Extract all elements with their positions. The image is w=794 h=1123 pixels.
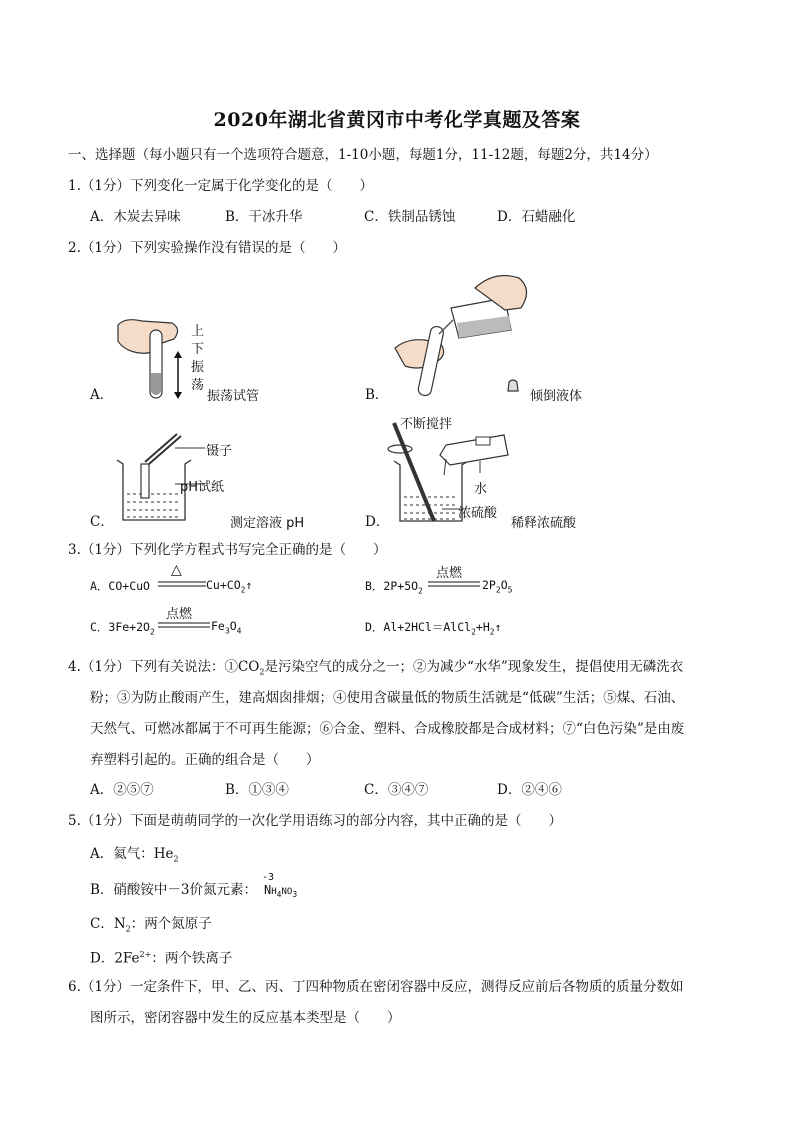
q2-d-water-label: 水: [474, 482, 488, 497]
q2-c-tweezers-label: 镊子: [206, 444, 233, 459]
q4-option-d: D．②④⑥: [497, 782, 562, 798]
q2-option-b-letter: B．: [365, 387, 389, 403]
q3-c-condition: 点燃: [166, 607, 193, 622]
q2-b-caption: 倾倒液体: [530, 389, 583, 404]
q5-b-formula: $NH_4NO_3$: [264, 883, 298, 899]
q4-line-2: 粉；③为防止酸雨产生，建高烟囱排烟；④使用含碳量低的物质生活就是“低碳”生活；⑤煤、石油、: [90, 690, 685, 706]
up-down-arrow-icon: [172, 350, 184, 400]
q5-b-valence: -3: [262, 872, 275, 883]
q3-option-a-left: A．CO+CuO: [90, 579, 150, 593]
q2-option-c-letter: C．: [90, 514, 114, 530]
q4-option-a: A．②⑤⑦: [90, 782, 154, 798]
q3-option-a-right: $Cu+CO_2↑$: [206, 578, 253, 595]
q1-option-b: B．干冰升华: [225, 209, 303, 225]
q2-stem: 2.（1分）下列实验操作没有错误的是（ ）: [68, 240, 346, 256]
q2-option-a-letter: A．: [90, 387, 114, 403]
q5-option-a: A．氦气：$He_2$: [90, 846, 179, 864]
q1-option-d: D．石蜡融化: [497, 209, 576, 225]
q2-d-acid-label: 浓硫酸: [458, 506, 498, 521]
q1-option-c: C．铁制品锈蚀: [364, 209, 456, 225]
q2-c-caption: 测定溶液 pH: [230, 516, 305, 531]
q2-a-side-label: 上 下 振 荡: [191, 324, 205, 393]
q3-option-b-right: $2P_2O_5$: [482, 578, 513, 595]
q6-line-2: 图所示，密闭容器中发生的反应基本类型是（ ）: [90, 1010, 401, 1026]
q3-option-c-left: C．$3Fe+2O_2$: [90, 620, 155, 637]
q4-line-4: 弃塑料引起的。正确的组合是（ ）: [90, 752, 320, 768]
q3-b-condition: 点燃: [436, 566, 463, 581]
section-heading: 一、选择题（每小题只有一个选项符合题意，1-10小题，每题1分，11-12题，每题2分，共14分）: [68, 147, 658, 163]
q3-b-equals: [428, 580, 480, 588]
q5-option-c: C．$N_2$：两个氮原子: [90, 916, 212, 934]
q1-option-a: A．木炭去异味: [90, 209, 181, 225]
q6-line-1: 6.（1分）一定条件下，甲、乙、丙、丁四种物质在密闭容器中反应，测得反应前后各物质的质量分数如: [68, 979, 684, 995]
q3-option-d: D．$Al+2HCl=AlCl_2+H_2↑$: [365, 620, 502, 637]
q5-option-d: D．$2Fe^{2+}$：两个铁离子: [90, 950, 233, 967]
q5-option-b: B．硝酸铵中－3价氮元素：: [90, 882, 258, 898]
q2-d-caption: 稀释浓硫酸: [511, 516, 577, 531]
q3-a-condition: △: [171, 562, 182, 578]
q3-a-equals: [158, 580, 206, 588]
q2-option-d-letter: D．: [365, 514, 390, 530]
q4-option-c: C．③④⑦: [364, 782, 429, 798]
q4-line-1: 4.（1分）下列有关说法：$①CO_2$是污染空气的成分之一；②为减少“水华”现象发生，提倡使用无磷洗衣: [68, 659, 684, 677]
q4-option-b: B．①③④: [225, 782, 289, 798]
q3-stem: 3.（1分）下列化学方程式书写完全正确的是（ ）: [68, 542, 387, 558]
bottle-stopper-icon: [505, 377, 521, 393]
q3-option-b-left: B．$2P+5O_2$: [365, 579, 423, 596]
q2-a-caption: 振荡试管: [207, 389, 260, 404]
q1-stem: 1.（1分）下列变化一定属于化学变化的是（ ）: [68, 178, 373, 194]
q2-d-stir-label: 不断搅拌: [400, 417, 453, 432]
page-title: 2020年湖北省黄冈市中考化学真题及答案: [213, 109, 581, 131]
q2-c-ph-label: pH试纸: [180, 480, 225, 495]
q4-line-3: 天然气、可燃冰都属于不可再生能源；⑥合金、塑料、合成橡胶都是合成材料；⑦“白色污染”是由废: [90, 721, 685, 737]
q3-option-c-right: $Fe_3O_4$: [211, 619, 242, 636]
q5-stem: 5.（1分）下面是萌萌同学的一次化学用语练习的部分内容，其中正确的是（ ）: [68, 813, 562, 829]
pour-liquid-illustration: [395, 268, 545, 408]
q3-c-equals: [158, 621, 210, 629]
